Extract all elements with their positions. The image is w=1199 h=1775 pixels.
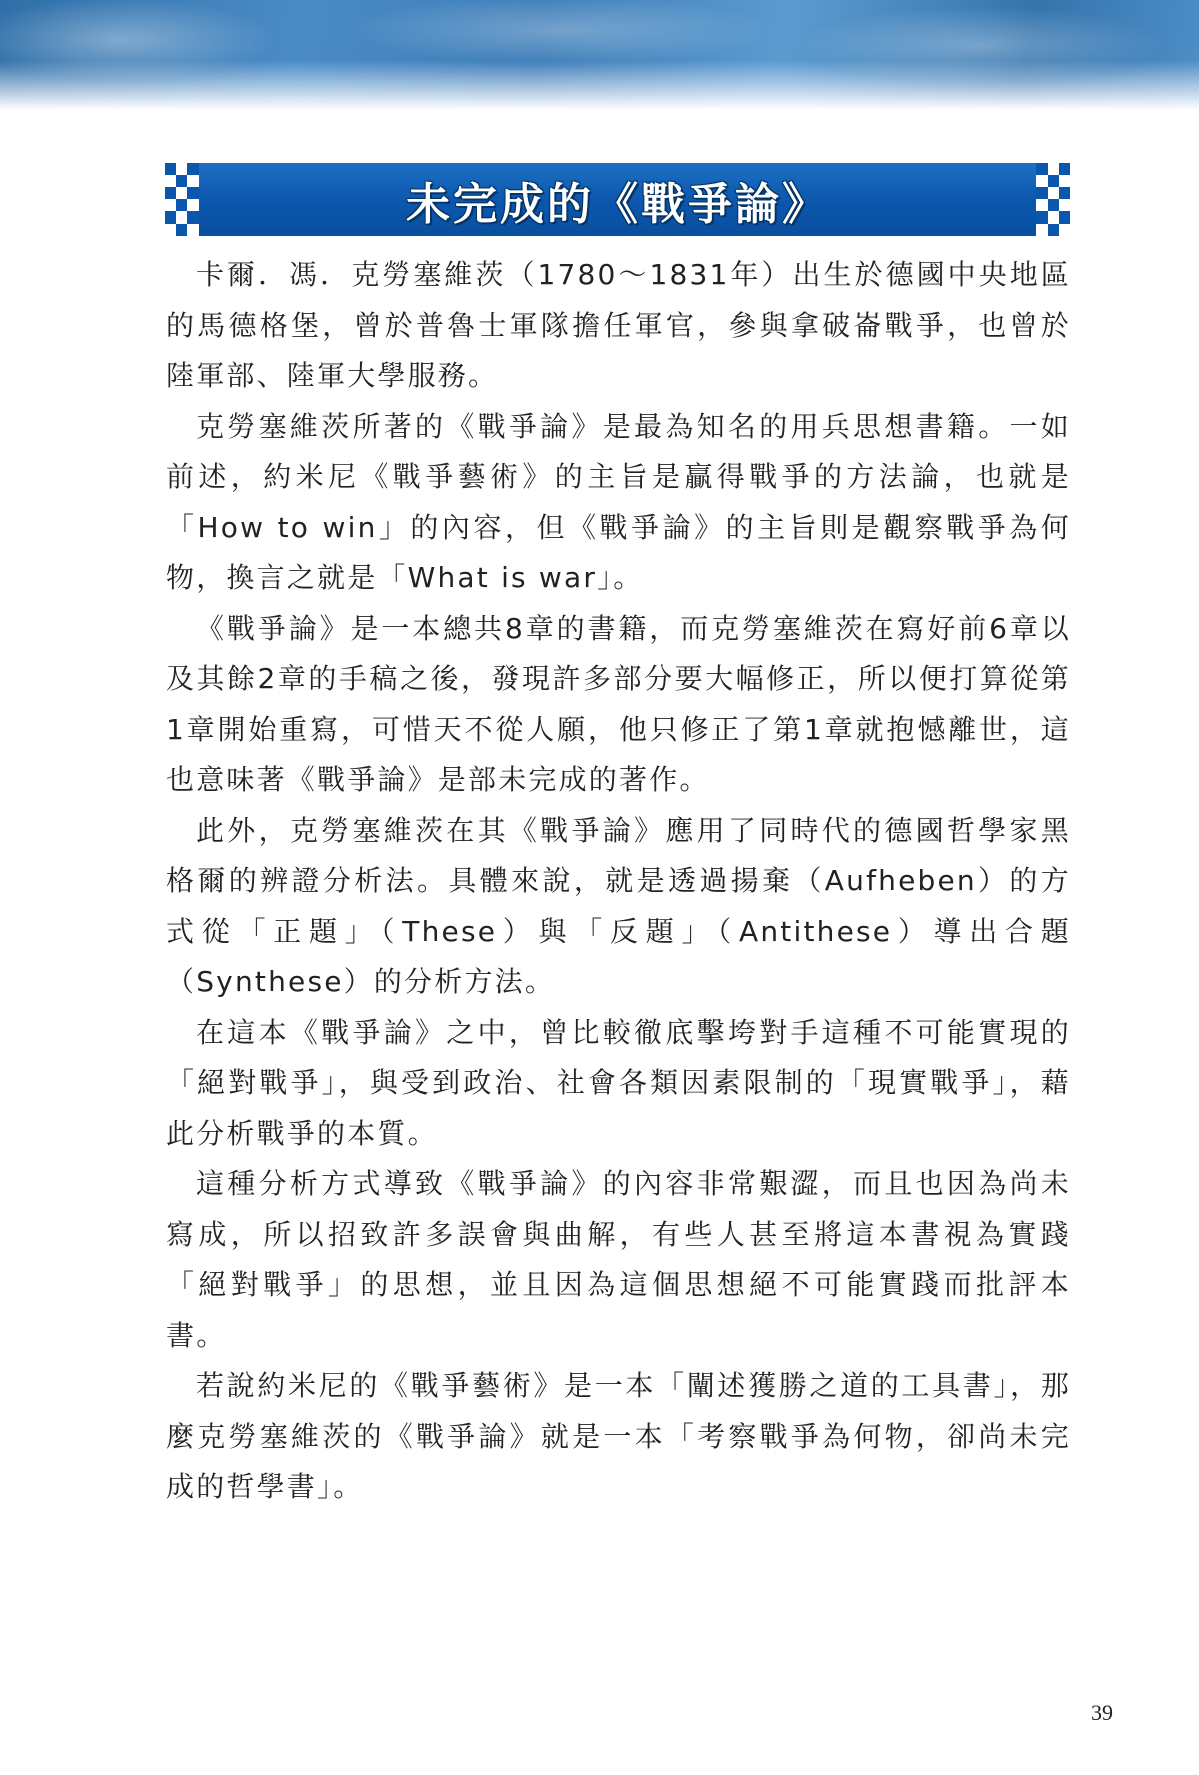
checker-pattern-left [165,163,199,236]
header-banner-image [0,0,1199,110]
paragraph-6: 這種分析方式導致《戰爭論》的內容非常艱澀，而且也因為尚未寫成，所以招致許多誤會與曲解，有些人甚至將這本書視為實踐「絕對戰爭」的思想，並且因為這個思想絕不可能實踐而批評本書。 [166,1167,1071,1352]
paragraph-1: 卡爾．馮．克勞塞維茨（1780～1831年）出生於德國中央地區的馬德格堡，曾於普魯士軍隊擔任軍官，參與拿破崙戰爭，也曾於陸軍部、陸軍大學服務。 [166,258,1071,392]
checker-pattern-right [1036,163,1070,236]
paragraph-3: 《戰爭論》是一本總共8章的書籍，而克勞塞維茨在寫好前6章以及其餘2章的手稿之後，發現許多部分要大幅修正，所以便打算從第1章開始重寫，可惜天不從人願，他只修正了第1章就抱憾離世，這也意味著《戰爭論》是部未完成的著作。 [166,611,1071,796]
paragraph-4: 此外，克勞塞維茨在其《戰爭論》應用了同時代的德國哲學家黑格爾的辨證分析法。具體來說，就是透過揚棄（Aufheben）的方式從「正題」（These）與「反題」（Antithese）導出合題（Synthese）的分析方法。 [166,813,1071,998]
paragraph-2: 克勞塞維茨所著的《戰爭論》是最為知名的用兵思想書籍。一如前述，約米尼《戰爭藝術》的主旨是贏得戰爭的方法論，也就是「How to win」的內容，但《戰爭論》的主旨則是觀察戰爭為何物，換言之就是「What is war」。 [166,409,1071,594]
paragraph-5: 在這本《戰爭論》之中，曾比較徹底擊垮對手這種不可能實現的「絕對戰爭」，與受到政治、社會各類因素限制的「現實戰爭」，藉此分析戰爭的本質。 [166,1015,1071,1150]
section-title-bar [165,163,1070,236]
page-number: 39 [1091,1700,1113,1725]
article-body [166,250,1071,1513]
title-band [199,163,1036,236]
paragraph-7: 若說約米尼的《戰爭藝術》是一本「闡述獲勝之道的工具書」，那麼克勞塞維茨的《戰爭論》就是一本「考察戰爭為何物，卻尚未完成的哲學書」。 [166,1369,1071,1503]
page-title: 未完成的《戰爭論》 [406,178,829,230]
